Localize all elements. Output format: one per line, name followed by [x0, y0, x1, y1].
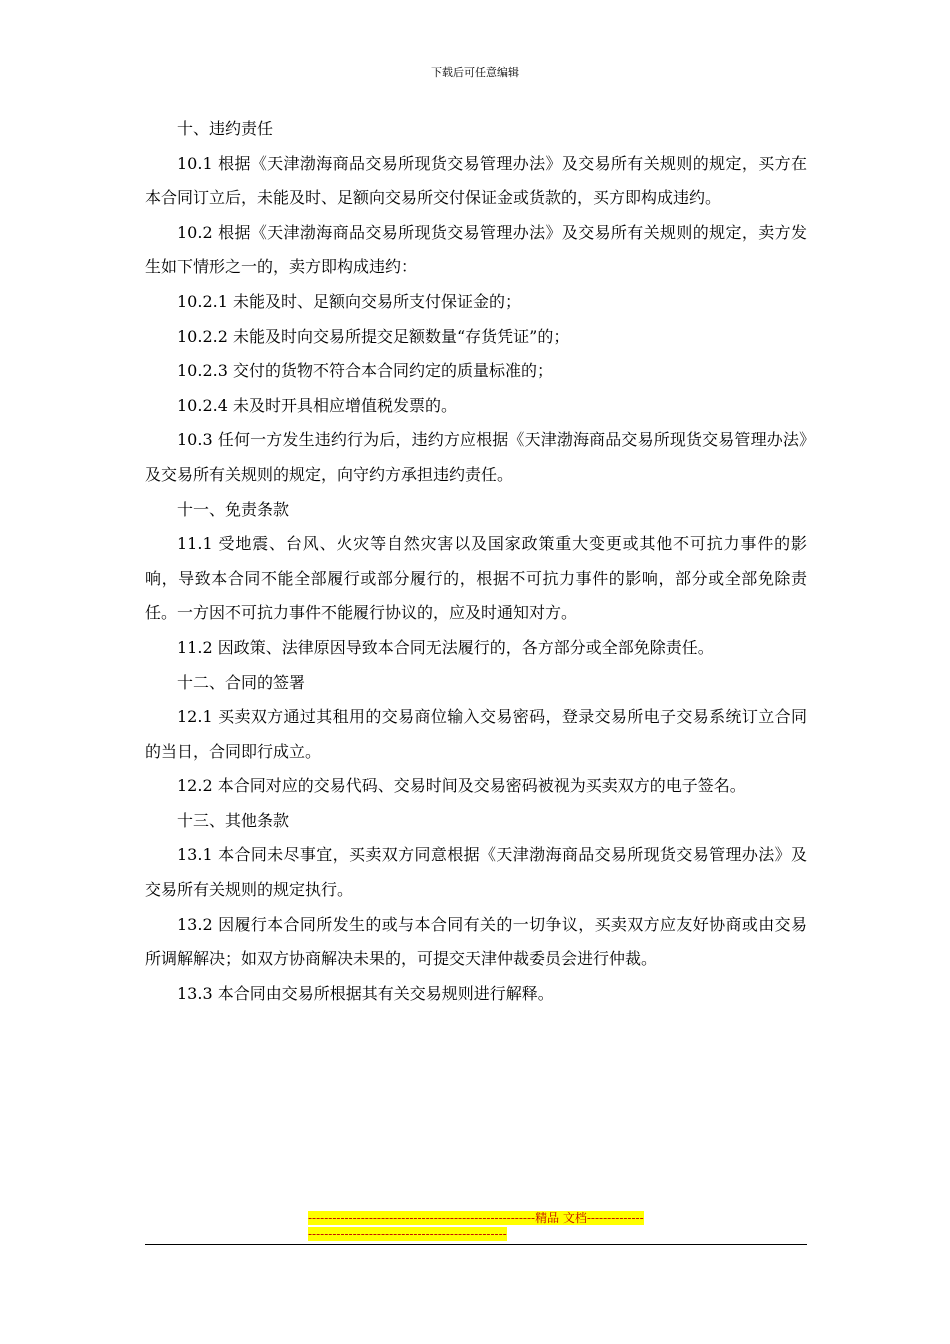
page-header: 下载后可任意编辑 — [431, 66, 519, 79]
clause-11-1: 11.1 受地震、台风、火灾等自然灾害以及国家政策重大变更或其他不可抗力事件的影响，导致本合同不能全部履行或部分履行的，根据不可抗力事件的影响，部分或全部免除责任。一方因不可抗力事件不能履行协议的，应及时通知对方。 — [145, 534, 807, 623]
section-heading-breach: 十、违约责任 — [177, 119, 274, 138]
clause-10-3: 10.3 任何一方发生违约行为后，违约方应根据《天津渤海商品交易所现货交易管理办法》及交易所有关规则的规定，向守约方承担违约责任。 — [145, 430, 807, 484]
clause-10-2-1: 10.2.1 未能及时、足额向交易所支付保证金的； — [177, 291, 521, 311]
clause-10-2-4: 10.2.4 未及时开具相应增值税发票的。 — [177, 395, 457, 415]
section-heading-exemption: 十一、免责条款 — [177, 499, 290, 519]
section-heading-signing: 十二、合同的签署 — [177, 672, 306, 692]
clause-10-2-3: 10.2.3 交付的货物不符合本合同约定的质量标准的； — [177, 361, 553, 381]
clause-12-1: 12.1 买卖双方通过其租用的交易商位输入交易密码，登录交易所电子交易系统订立合同的当日，合同即行成立。 — [145, 707, 807, 761]
footer-watermark — [308, 1210, 644, 1242]
footer-watermark-text: --------------------------------------------------------精品 文档--------------------------------------------------------------- — [308, 1211, 644, 1241]
clause-10-2-2: 10.2.2 未能及时向交易所提交足额数量“存货凭证”的； — [177, 326, 570, 346]
clause-11-2: 11.2 因政策、法律原因导致本合同无法履行的，各方部分或全部免除责任。 — [177, 637, 714, 657]
clause-13-3: 13.3 本合同由交易所根据其有关交易规则进行解释。 — [177, 983, 554, 1003]
footer-divider — [145, 1244, 807, 1245]
clause-13-1: 13.1 本合同未尽事宜，买卖双方同意根据《天津渤海商品交易所现货交易管理办法》及交易所有关规则的规定执行。 — [145, 845, 807, 900]
clause-10-2: 10.2 根据《天津渤海商品交易所现货交易管理办法》及交易所有关规则的规定，卖方发生如下情形之一的，卖方即构成违约： — [145, 222, 807, 277]
clause-13-2: 13.2 因履行本合同所发生的或与本合同有关的一切争议，买卖双方应友好协商或由交易所调解解决；如双方协商解决未果的，可提交天津仲裁委员会进行仲裁。 — [145, 914, 807, 969]
clause-12-2: 12.2 本合同对应的交易代码、交易时间及交易密码被视为买卖双方的电子签名。 — [177, 776, 746, 796]
section-heading-other: 十三、其他条款 — [177, 810, 290, 830]
clause-10-1: 10.1 根据《天津渤海商品交易所现货交易管理办法》及交易所有关规则的规定，买方在本合同订立后，未能及时、足额向交易所交付保证金或货款的，买方即构成违约。 — [145, 153, 807, 208]
page-footer — [145, 1210, 807, 1245]
document-body — [145, 112, 807, 1011]
